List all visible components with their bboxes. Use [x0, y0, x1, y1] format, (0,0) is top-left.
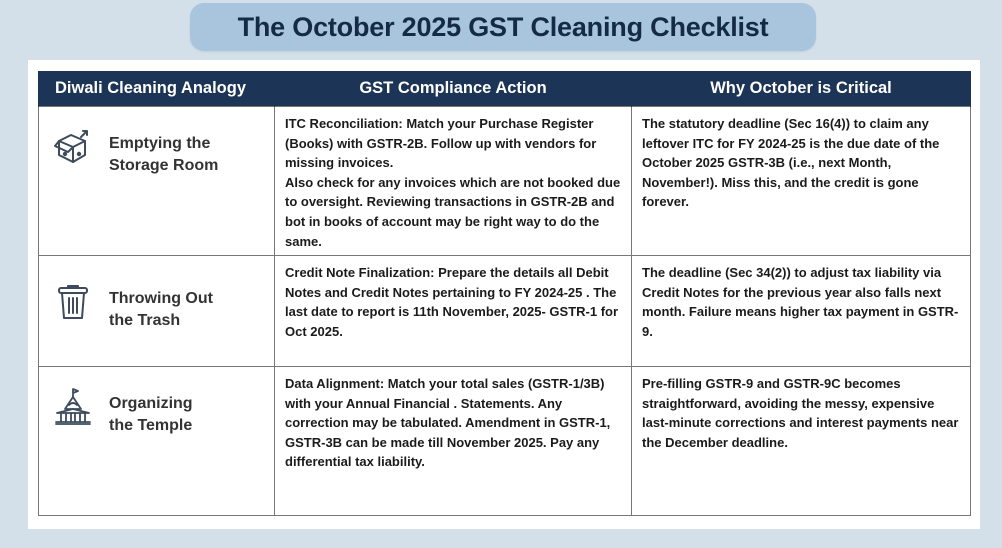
analogy-label: Throwing Out the Trash	[109, 290, 213, 329]
action-cell	[275, 107, 632, 256]
page-title: The October 2025 GST Cleaning Checklist	[237, 11, 769, 42]
title-banner	[190, 3, 816, 51]
checklist-table	[38, 71, 971, 516]
why-cell	[632, 107, 971, 256]
header-analogy: Diwali Cleaning Analogy	[39, 71, 275, 107]
action-cell	[275, 256, 632, 367]
why-cell	[632, 256, 971, 367]
analogy-label: Organizing the Temple	[109, 395, 193, 434]
table-row	[39, 256, 971, 367]
action-text: Credit Note Finalization: Prepare the details all Debit Notes and Credit Notes pertaining to FY 2024-25 . The last date to report is 11th November, 2025- GSTR-1 for Oct 2025.	[285, 265, 619, 339]
why-cell	[632, 367, 971, 516]
trash-can-icon	[53, 282, 93, 322]
action-extra-text: Also check for any invoices which are not booked due to oversight. Reviewing transactions in GSTR-2B and bot in books of account may be right way to do the same.	[285, 174, 621, 249]
action-text: Data Alignment: Match your total sales (GSTR-1/3B) with your Annual Financial . Statements. Any correction may be tabulated. Amendment in GSTR-1, GSTR-3B can be made till November 2025. Pay any differential tax liability.	[285, 376, 611, 470]
action-text: ITC Reconciliation: Match your Purchase Register (Books) with GSTR-2B. Follow up with vendors for missing invoices.	[285, 116, 597, 171]
table-row	[39, 367, 971, 516]
temple-icon	[53, 387, 93, 427]
action-cell	[275, 367, 632, 516]
analogy-label: Emptying the Storage Room	[109, 135, 219, 174]
storage-box-icon	[53, 127, 93, 167]
analogy-cell	[39, 367, 275, 516]
analogy-cell	[39, 256, 275, 367]
analogy-cell	[39, 107, 275, 256]
why-text: The deadline (Sec 34(2)) to adjust tax liability via Credit Notes for the previous year also falls next month. Failure means higher tax payment in GSTR-9.	[642, 265, 959, 339]
why-text: The statutory deadline (Sec 16(4)) to claim any leftover ITC for FY 2024-25 is the due date of the October 2025 GSTR-3B (i.e., next Month, November!). Miss this, and the credit is gone forever.	[642, 116, 940, 210]
why-text: Pre-filling GSTR-9 and GSTR-9C becomes straightforward, avoiding the messy, expensive last-minute corrections and interest payments near the December deadline.	[642, 376, 959, 450]
header-why: Why October is Critical	[632, 71, 971, 107]
header-action: GST Compliance Action	[275, 71, 632, 107]
table-header-row	[39, 71, 971, 107]
table-row	[39, 107, 971, 256]
